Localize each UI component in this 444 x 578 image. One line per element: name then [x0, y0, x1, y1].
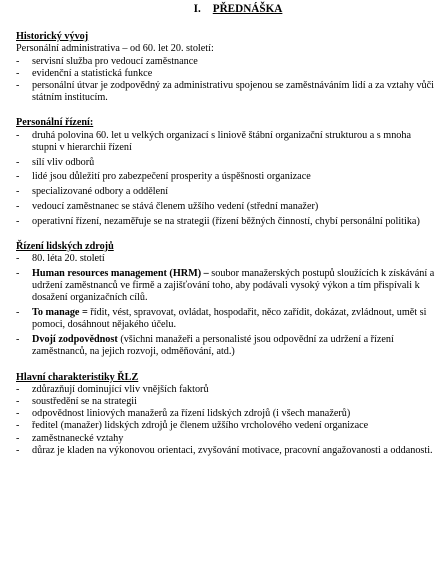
list-item: - lidé jsou důležití pro zabezpečení prosperity a úspěšnosti organizace — [16, 171, 311, 183]
section-heading: Historický vývoj — [16, 31, 89, 43]
list-item: - zaměstnanecké vztahy — [16, 432, 124, 444]
list-item: - operativní řízení, nezaměřuje se na strategii (řízení běžných činností, chybí personální politika) — [16, 215, 420, 227]
list-item: - vedoucí zaměstnanec se stává členem užšího vedení (střední manažer) — [16, 201, 319, 213]
list-item: - evidenční a statistická funkce — [16, 67, 153, 79]
title-word: PŘEDNÁŠKA — [212, 3, 283, 15]
list-item: - personální útvar je zodpovědný za administrativu spojenou se zaměstnáváním lidí a za vztahy vůči státním institucím. — [16, 80, 434, 104]
list-item: - ředitel (manažer) lidských zdrojů je členem užšího vrcholového vedení organizace — [16, 420, 369, 432]
list-item: - důraz je kladen na výkonovou orientaci, zvyšování motivace, pracovní angažovanosti a oddanosti. — [16, 444, 433, 456]
term-bold: Dvojí zodpovědnost — [32, 334, 118, 346]
term-bold: Human resources management (HRM) – — [32, 268, 209, 280]
section-heading: Hlavní charakteristiky ŘLZ — [16, 371, 139, 383]
list-item: - sílí vliv odborů — [16, 156, 95, 168]
list-item: - specializované odbory a oddělení — [16, 186, 169, 198]
bullet-list — [16, 130, 436, 228]
bullet-list — [16, 384, 436, 457]
title-numeral: I. — [193, 3, 201, 15]
list-item: - Human resources management (HRM) – soubor manažerských postupů sloužících k získávání a udržení zaměstnanců ve firmě a zajišťování toho, aby podávali vysoký výkon a tím přispívali k dosažení organizačních cílů. — [16, 268, 435, 304]
list-item: - To manage = řídit, vést, spravovat, ovládat, hospodařit, něco zařídit, dokázat, zvládnout, umět si pomoci, dosáhnout nějakého účelu. — [16, 307, 427, 331]
list-item: - odpovědnost liniových manažerů za řízení lidských zdrojů (i všech manažerů) — [16, 408, 351, 420]
list-item: - 80. léta 20. století — [16, 253, 105, 265]
section-personnel-management — [16, 117, 436, 228]
lecture-title — [16, 3, 436, 15]
list-item: - soustředění se na strategii — [16, 396, 137, 408]
document-page — [16, 3, 436, 470]
section-historical-development — [16, 31, 436, 104]
section-intro: Personální administrativa – od 60. let 20. století: — [16, 43, 214, 55]
bullet-list — [16, 253, 436, 358]
section-human-resource-management — [16, 241, 436, 359]
list-item: - Dvojí zodpovědnost (všichni manažeři a personalisté jsou odpovědní za udržení a řízení zaměstnanců, na jejich rozvoji, odměňování, atd.) — [16, 334, 394, 358]
list-item: - zdůrazňují dominující vliv vnějších faktorů — [16, 383, 209, 395]
bullet-list — [16, 56, 436, 105]
list-item: - servisní služba pro vedoucí zaměstnance — [16, 55, 198, 67]
term-bold: To manage = — [32, 307, 88, 319]
section-heading: Personální řízení: — [16, 117, 94, 129]
list-item: - druhá polovina 60. let u velkých organizací s liniově štábní organizační strukturou a s mnoha stupni v hierarchii řízení — [16, 129, 412, 153]
section-heading: Řízení lidských zdrojů — [16, 241, 114, 253]
section-main-characteristics — [16, 372, 436, 457]
